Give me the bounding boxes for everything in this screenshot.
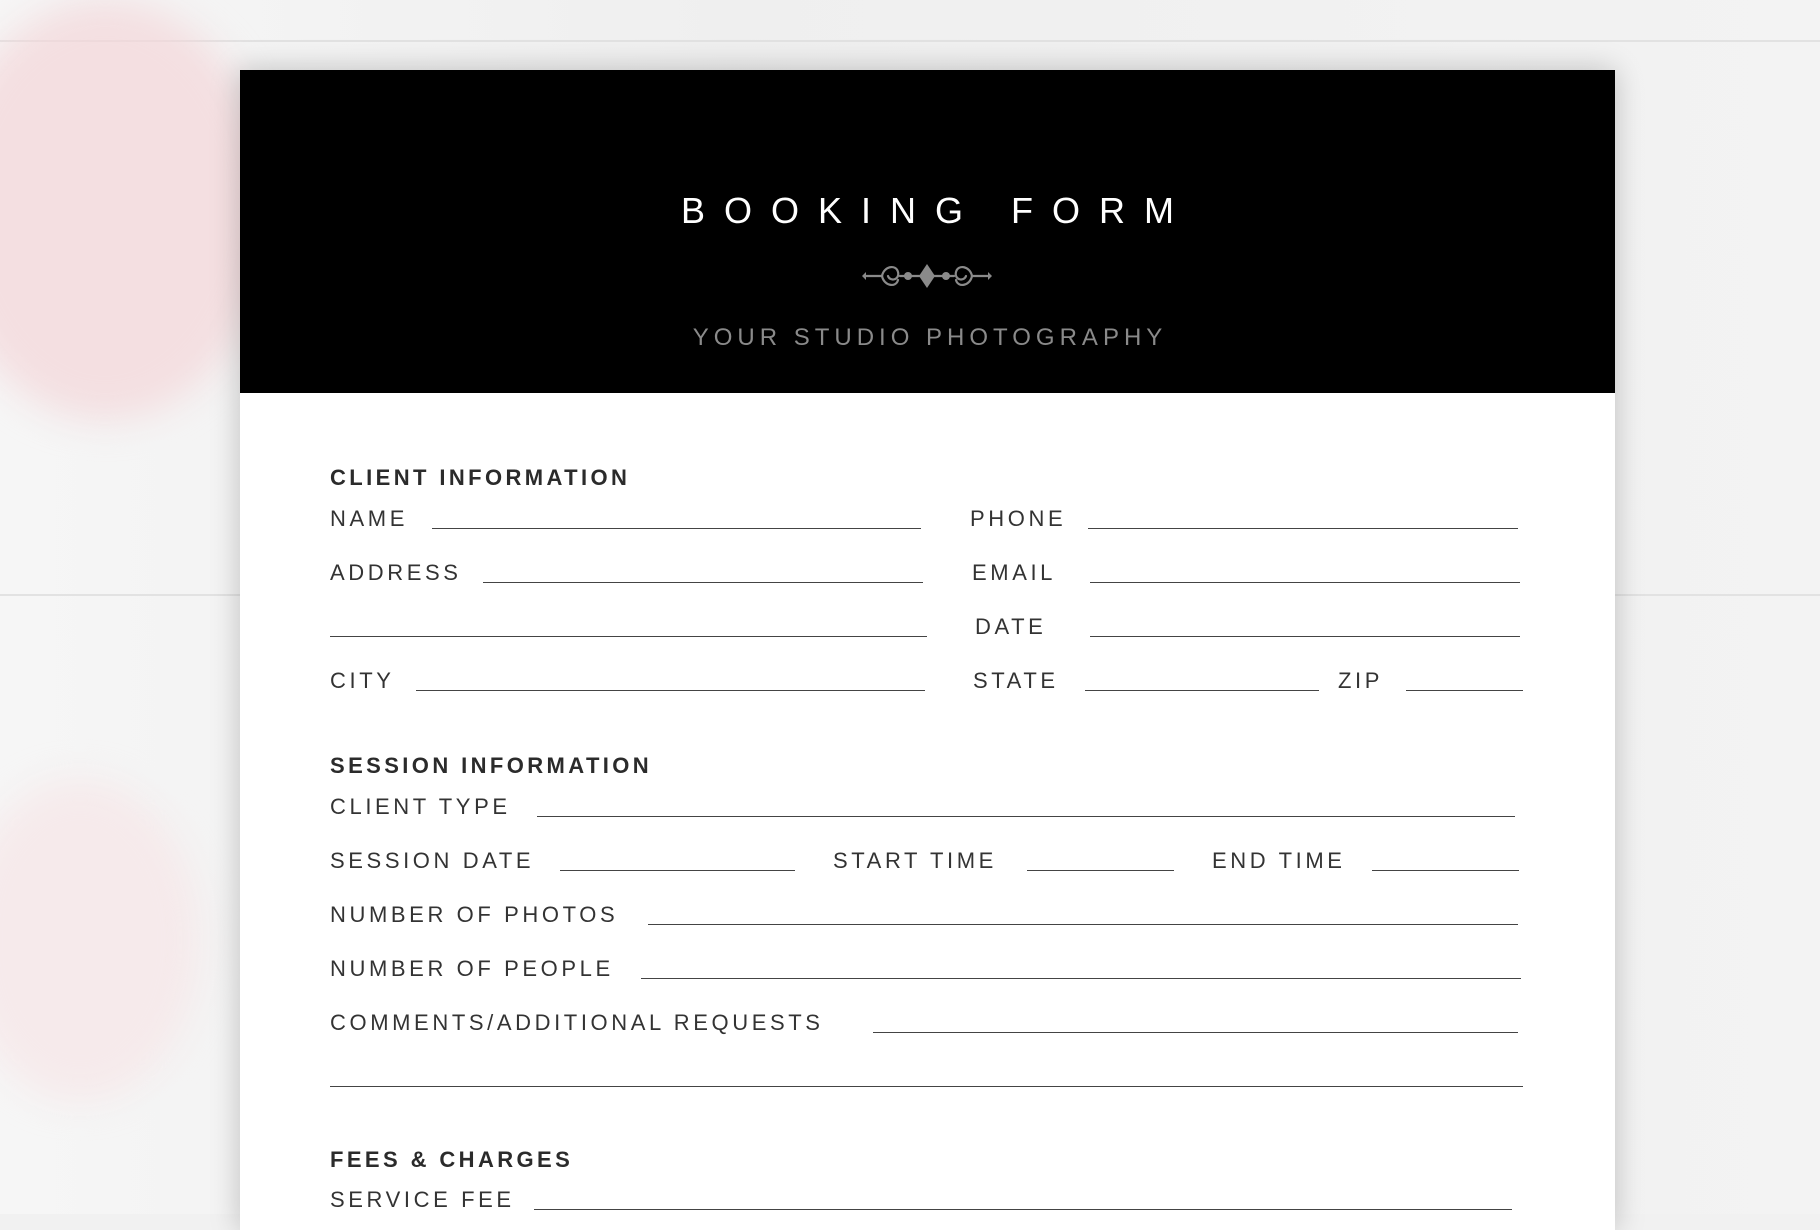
date-field[interactable] bbox=[1090, 636, 1520, 637]
form-title: BOOKING FORM bbox=[680, 190, 1193, 231]
session-date-label: SESSION DATE bbox=[330, 848, 535, 873]
city-label: CITY bbox=[330, 668, 395, 693]
booking-form-sheet bbox=[240, 70, 1615, 1230]
form-header bbox=[240, 70, 1615, 393]
comments-field[interactable] bbox=[873, 1032, 1518, 1033]
client-information-heading: CLIENT INFORMATION bbox=[330, 465, 631, 490]
address-label: ADDRESS bbox=[330, 560, 462, 585]
state-label: STATE bbox=[973, 668, 1059, 693]
name-label: NAME bbox=[330, 506, 408, 531]
service-fee-field[interactable] bbox=[534, 1209, 1512, 1210]
phone-field[interactable] bbox=[1088, 528, 1518, 529]
comments-label: COMMENTS/ADDITIONAL REQUESTS bbox=[330, 1010, 824, 1035]
end-time-label: END TIME bbox=[1212, 848, 1346, 873]
start-time-label: START TIME bbox=[833, 848, 997, 873]
session-information-heading: SESSION INFORMATION bbox=[330, 753, 653, 778]
flourish-ornament-icon bbox=[862, 256, 992, 296]
studio-name: YOUR STUDIO PHOTOGRAPHY bbox=[692, 324, 1168, 351]
address-line-2-field[interactable] bbox=[330, 636, 927, 637]
zip-field[interactable] bbox=[1406, 690, 1523, 691]
date-label: DATE bbox=[975, 614, 1047, 639]
service-fee-label: SERVICE FEE bbox=[330, 1187, 515, 1212]
number-of-photos-label: NUMBER OF PHOTOS bbox=[330, 902, 619, 927]
state-field[interactable] bbox=[1085, 690, 1319, 691]
client-type-field[interactable] bbox=[537, 816, 1515, 817]
zip-label: ZIP bbox=[1338, 668, 1384, 693]
number-of-people-label: NUMBER OF PEOPLE bbox=[330, 956, 614, 981]
email-field[interactable] bbox=[1090, 582, 1520, 583]
start-time-field[interactable] bbox=[1027, 870, 1174, 871]
number-of-people-field[interactable] bbox=[641, 978, 1521, 979]
client-type-label: CLIENT TYPE bbox=[330, 794, 511, 819]
email-label: EMAIL bbox=[972, 560, 1057, 585]
phone-label: PHONE bbox=[970, 506, 1067, 531]
end-time-field[interactable] bbox=[1372, 870, 1519, 871]
name-field[interactable] bbox=[432, 528, 921, 529]
session-date-field[interactable] bbox=[560, 870, 795, 871]
number-of-photos-field[interactable] bbox=[648, 924, 1518, 925]
comments-line-2-field[interactable] bbox=[330, 1086, 1523, 1087]
fees-charges-heading: FEES & CHARGES bbox=[330, 1147, 574, 1172]
address-field[interactable] bbox=[483, 582, 923, 583]
plank-seam bbox=[0, 40, 1820, 42]
city-field[interactable] bbox=[416, 690, 925, 691]
